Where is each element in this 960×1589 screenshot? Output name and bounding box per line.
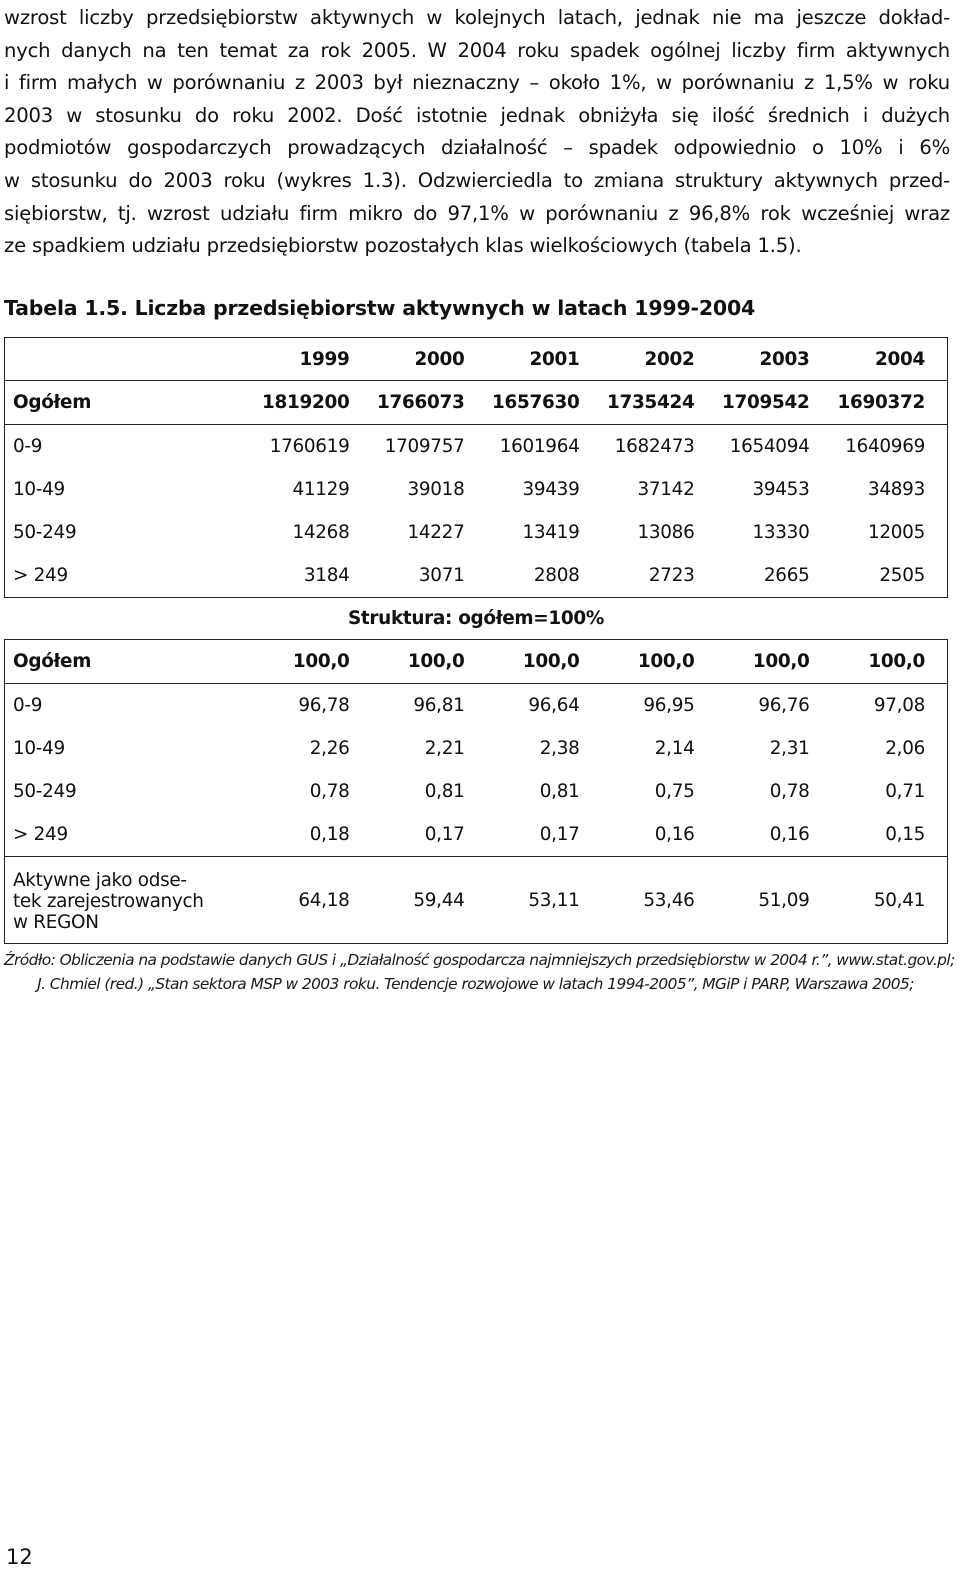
table-cell: 2,31 xyxy=(769,738,810,759)
year-header: 2004 xyxy=(832,338,948,381)
table-cell: 2808 xyxy=(533,565,580,586)
table-cell: 37142 xyxy=(637,479,695,500)
table-cell: 100,0 xyxy=(602,640,717,684)
row-label: 0-9 xyxy=(5,425,257,469)
table-cell: 2,21 xyxy=(424,738,465,759)
table-cell: 2,14 xyxy=(654,738,695,759)
table-cell: 14227 xyxy=(407,522,465,543)
row-label-line: Aktywne jako odse- xyxy=(13,869,187,891)
paragraph-line: siębiorstw, tj. wzrost udziału firm mikro do 97,1% w porównaniu z 96,8% rok wcześniej wraz xyxy=(4,201,950,225)
table-row xyxy=(5,425,948,469)
row-label: 10-49 xyxy=(5,468,257,511)
table-row xyxy=(5,770,948,813)
table-cell: 1682473 xyxy=(614,436,695,457)
paragraph-line: wzrost liczby przedsiębiorstw aktywnych w kolejnych latach, jednak nie ma jeszcze dokład- xyxy=(4,6,950,29)
table-cell: 97,08 xyxy=(832,684,948,728)
table-cell: 1640969 xyxy=(832,425,948,469)
row-label: > 249 xyxy=(5,554,257,598)
paragraph-line: nych danych na ten temat za rok 2005. W 2004 roku spadek ogólnej liczby firm aktywnych xyxy=(4,38,950,62)
page-number: 12 xyxy=(6,1545,33,1569)
structure-heading: Struktura: ogółem=100% xyxy=(5,598,948,640)
table-cell: 0,81 xyxy=(424,781,465,802)
year-header: 2002 xyxy=(602,338,717,381)
table-title: Tabela 1.5. Liczba przedsiębiorstw aktywnych w latach 1999-2004 xyxy=(4,296,756,320)
table-cell: 2665 xyxy=(763,565,810,586)
source-note xyxy=(4,948,955,996)
table-cell: 13330 xyxy=(752,522,810,543)
table-cell: 96,64 xyxy=(528,695,580,716)
table-cell: 64,18 xyxy=(257,857,372,944)
table-cell: 0,81 xyxy=(539,781,580,802)
table-cell: 100,0 xyxy=(717,640,832,684)
table-cell: 1760619 xyxy=(269,436,350,457)
table-cell: 59,44 xyxy=(372,857,487,944)
table-cell: 39439 xyxy=(522,479,580,500)
table-cell: 39018 xyxy=(407,479,465,500)
table-cell: 1601964 xyxy=(499,436,580,457)
source-line: J. Chmiel (red.) „Stan sektora MSP w 2003 roku. Tendencje rozwojowe w latach 1994-2005”, MGiP i PARP, Warszawa 2005; xyxy=(37,975,914,993)
row-label: 50-249 xyxy=(5,511,257,554)
table-cell: 0,15 xyxy=(832,813,948,857)
table-cell: 12005 xyxy=(832,511,948,554)
paragraph-line: w stosunku do 2003 roku (wykres 1.3). Odzwierciedla to zmiana struktury aktywnych przed- xyxy=(4,168,950,192)
table-cell: 34893 xyxy=(832,468,948,511)
source-line: Źródło: Obliczenia na podstawie danych GUS i „Działalność gospodarcza najmniejszych przedsiębiorstw w 2004 r.”, www.stat.gov.pl; xyxy=(4,951,955,969)
table-cell: 13086 xyxy=(637,522,695,543)
row-label xyxy=(5,857,257,944)
table-cell: 96,95 xyxy=(643,695,695,716)
table-cell: 50,41 xyxy=(832,857,948,944)
table-cell: 0,71 xyxy=(832,770,948,813)
table-row xyxy=(5,640,948,684)
table-cell: 96,78 xyxy=(298,695,350,716)
paragraph-line: ze spadkiem udziału przedsiębiorstw pozostałych klas wielkościowych (tabela 1.5). xyxy=(4,234,802,258)
table-cell: 1709757 xyxy=(384,436,465,457)
paragraph-line: i firm małych w porównaniu z 2003 był nieznaczny – około 1%, w porównaniu z 1,5% w roku xyxy=(4,71,950,95)
table-cell: 1819200 xyxy=(257,381,372,425)
table-row xyxy=(5,468,948,511)
table-cell: 1657630 xyxy=(487,381,602,425)
row-label-line: w REGON xyxy=(13,911,99,933)
header-corner xyxy=(5,338,257,381)
table-row xyxy=(5,381,948,425)
table-cell: 2,06 xyxy=(832,727,948,770)
table-cell: 0,17 xyxy=(539,824,580,845)
regon-row xyxy=(5,857,948,944)
table-cell: 100,0 xyxy=(372,640,487,684)
table-cell: 2,26 xyxy=(309,738,350,759)
table-row xyxy=(5,684,948,728)
table-cell: 100,0 xyxy=(487,640,602,684)
table-cell: 0,16 xyxy=(769,824,810,845)
table-cell: 1766073 xyxy=(372,381,487,425)
table-cell: 1709542 xyxy=(717,381,832,425)
structure-heading-row xyxy=(5,598,948,640)
table-cell: 2723 xyxy=(648,565,695,586)
row-label: 50-249 xyxy=(5,770,257,813)
table-cell: 0,78 xyxy=(769,781,810,802)
year-header: 2003 xyxy=(717,338,832,381)
table-row xyxy=(5,813,948,857)
year-header: 2000 xyxy=(372,338,487,381)
table-cell: 0,75 xyxy=(654,781,695,802)
table-cell: 0,17 xyxy=(424,824,465,845)
table-cell: 96,81 xyxy=(413,695,465,716)
table-cell: 1735424 xyxy=(602,381,717,425)
row-label-line: tek zarejestrowanych xyxy=(13,890,204,912)
table-row xyxy=(5,554,948,598)
table-cell: 0,16 xyxy=(654,824,695,845)
row-label: Ogółem xyxy=(5,640,257,684)
paragraph-line: 2003 w stosunku do roku 2002. Dość istotnie jednak obniżyła się ilość średnich i dużych xyxy=(4,103,950,127)
table-cell: 53,11 xyxy=(487,857,602,944)
table-cell: 0,78 xyxy=(309,781,350,802)
table-cell: 2505 xyxy=(832,554,948,598)
table-cell: 100,0 xyxy=(832,640,948,684)
table-cell: 41129 xyxy=(292,479,350,500)
table-cell: 3071 xyxy=(418,565,465,586)
row-label: 0-9 xyxy=(5,684,257,728)
table-cell: 100,0 xyxy=(257,640,372,684)
table-cell: 53,46 xyxy=(602,857,717,944)
structure-section xyxy=(5,640,948,857)
table-cell: 96,76 xyxy=(758,695,810,716)
row-label: > 249 xyxy=(5,813,257,857)
table-row xyxy=(5,727,948,770)
row-label: Ogółem xyxy=(5,381,257,425)
paragraph-line: podmiotów gospodarczych prowadzących działalność – spadek odpowiednio o 10% i 6% xyxy=(4,136,950,160)
table-cell: 3184 xyxy=(303,565,350,586)
table-cell: 13419 xyxy=(522,522,580,543)
enterprises-table xyxy=(4,337,948,944)
table-cell: 0,18 xyxy=(309,824,350,845)
row-label: 10-49 xyxy=(5,727,257,770)
body-paragraph xyxy=(4,2,950,263)
table-cell: 1654094 xyxy=(729,436,810,457)
table-cell: 14268 xyxy=(292,522,350,543)
year-header: 2001 xyxy=(487,338,602,381)
table-cell: 2,38 xyxy=(539,738,580,759)
counts-section xyxy=(5,381,948,598)
year-header: 1999 xyxy=(257,338,372,381)
table-cell: 39453 xyxy=(752,479,810,500)
table-cell: 51,09 xyxy=(717,857,832,944)
table-header-row xyxy=(5,338,948,381)
table-cell: 1690372 xyxy=(832,381,948,425)
table-row xyxy=(5,511,948,554)
